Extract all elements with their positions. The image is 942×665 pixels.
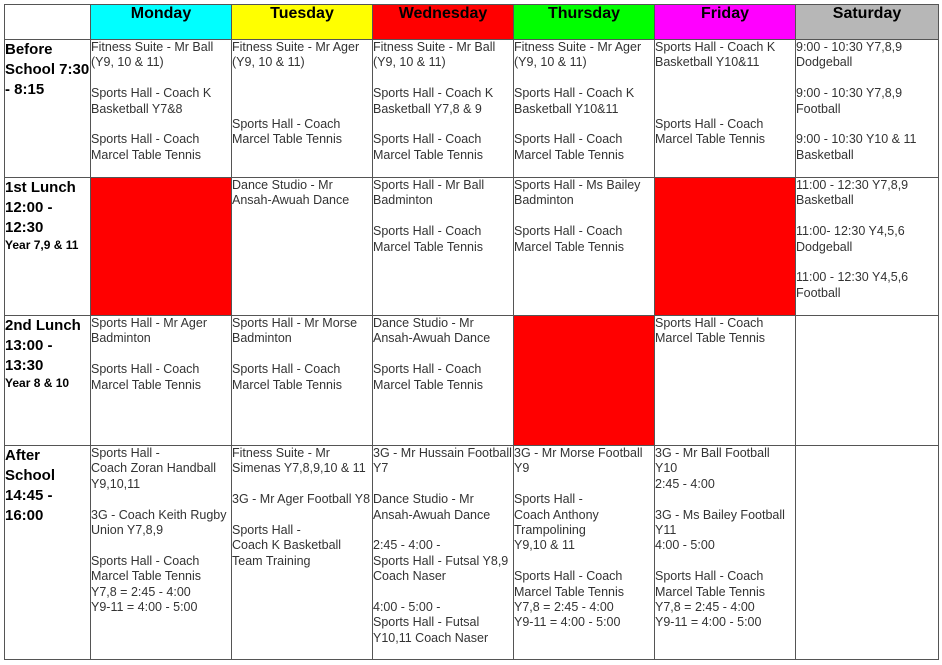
activity-entry: Dance Studio - Mr Ansah-Awuah Dance [373, 492, 491, 522]
period-row [5, 40, 939, 178]
activity-entry: 9:00 - 10:30 Y7,8,9 Football [796, 86, 903, 116]
activity-entry: 3G - Mr Hussain Football Y7 [373, 446, 512, 476]
activity-entry: 4:00 - 5:00 - Sports Hall - Futsal Y10,11 Coach Naser [373, 600, 489, 645]
activity-entry: 3G - Mr Ball Football Y10 2:45 - 4:00 [655, 446, 770, 491]
activity-entry: Sports Hall - Mr Ager Badminton [91, 316, 208, 346]
corner-cell [5, 5, 91, 40]
activity-cell-monday [91, 40, 232, 178]
activity-cell-thursday [514, 446, 655, 660]
period-label-cell [5, 316, 91, 446]
activity-entry: Sports Hall - Coach Marcel Table Tennis Y7,8 = 2:45 - 4:00 Y9-11 = 4:00 - 5:00 [91, 553, 202, 615]
period-row [5, 446, 939, 660]
activity-entry: 11:00 - 12:30 Y4,5,6 Football [796, 270, 909, 300]
activity-cell-monday [91, 446, 232, 660]
activity-entry: Sports Hall - Mr Morse Badminton [232, 316, 358, 346]
period-year-groups: Year 8 & 10 [5, 376, 70, 390]
day-header-friday: Friday [655, 5, 796, 40]
activity-cell-saturday [796, 178, 939, 316]
activity-entry: Sports Hall - Coach K Basketball Y7&8 [91, 86, 212, 116]
header-row [5, 5, 939, 40]
period-row [5, 316, 939, 446]
activity-entry: 3G - Coach Keith Rugby Union Y7,8,9 [91, 507, 227, 538]
activity-entry: Sports Hall - Mr Ball Badminton [373, 178, 485, 208]
activity-entry: Sports Hall - Ms Bailey Badminton [514, 178, 641, 208]
activity-entry: Fitness Suite - Mr Simenas Y7,8,9,10 & 11 [232, 446, 366, 476]
activity-cell-saturday [796, 40, 939, 178]
activity-cell-tuesday [232, 40, 373, 178]
activity-cell-thursday [514, 178, 655, 316]
activity-entry: 11:00- 12:30 Y4,5,6 Dodgeball [796, 224, 905, 254]
activity-cell-tuesday [232, 316, 373, 446]
day-header-saturday: Saturday [796, 5, 939, 40]
activity-cell-friday [655, 316, 796, 446]
no-activity-cell-thursday [514, 316, 655, 446]
period-label-cell [5, 178, 91, 316]
activity-entry: Sports Hall - Coach Marcel Table Tennis [373, 362, 484, 392]
period-name: After School 14:45 - 16:00 [5, 447, 56, 524]
activity-entry: Sports Hall - Coach Marcel Table Tennis [91, 132, 202, 162]
activity-cell-saturday [796, 316, 939, 446]
activity-entry: 3G - Mr Morse Football Y9 [514, 446, 643, 476]
period-row [5, 178, 939, 316]
activity-cell-monday [91, 316, 232, 446]
activity-entry: 2:45 - 4:00 - Sports Hall - Futsal Y8,9 Coach Naser [373, 538, 509, 584]
activity-entry: 9:00 - 10:30 Y10 & 11 Basketball [796, 132, 917, 162]
activity-entry [655, 86, 795, 101]
activity-entry: Dance Studio - Mr Ansah-Awuah Dance [373, 316, 491, 346]
activity-cell-tuesday [232, 178, 373, 316]
activity-entry: Fitness Suite - Mr Ager (Y9, 10 & 11) [232, 40, 360, 70]
activity-entry: Sports Hall - Coach Marcel Table Tennis [373, 224, 484, 254]
activity-entry: Sports Hall - Coach Marcel Table Tennis [514, 132, 625, 162]
timetable [4, 4, 939, 660]
activity-cell-friday [655, 40, 796, 178]
activity-entry: 9:00 - 10:30 Y7,8,9 Dodgeball [796, 40, 903, 70]
activity-entry: Sports Hall - Coach Marcel Table Tennis [232, 116, 343, 147]
activity-entry: Sports Hall - Coach Marcel Table Tennis [514, 224, 625, 254]
period-label-cell [5, 446, 91, 660]
activity-entry: Sports Hall - Coach Marcel Table Tennis [655, 116, 766, 147]
activity-entry: Sports Hall - Coach Marcel Table Tennis [655, 316, 766, 346]
activity-entry: Sports Hall - Coach K Basketball Y10&11 [655, 40, 776, 70]
activity-cell-wednesday [373, 446, 514, 660]
period-label-cell [5, 40, 91, 178]
no-activity-cell-friday [655, 178, 796, 316]
activity-entry: Fitness Suite - Mr Ager (Y9, 10 & 11) [514, 40, 642, 70]
activity-entry: Fitness Suite - Mr Ball (Y9, 10 & 11) [91, 40, 214, 70]
activity-entry: Sports Hall - Coach Anthony Trampolining Y9,10 & 11 [514, 492, 599, 553]
activity-entry: Sports Hall - Coach K Basketball Y7,8 & 9 [373, 86, 494, 116]
day-header-wednesday: Wednesday [373, 5, 514, 40]
period-year-groups: Year 7,9 & 11 [5, 238, 79, 252]
activity-entry: Fitness Suite - Mr Ball (Y9, 10 & 11) [373, 40, 496, 70]
activity-entry: Sports Hall - Coach Zoran Handball Y9,10,11 [91, 446, 217, 491]
activity-cell-wednesday [373, 40, 514, 178]
activity-entry: Sports Hall - Coach Marcel Table Tennis [91, 362, 202, 392]
activity-entry: Sports Hall - Coach Marcel Table Tennis [232, 362, 343, 392]
day-header-monday: Monday [91, 5, 232, 40]
period-name: Before School 7:30 - 8:15 [5, 41, 90, 98]
day-header-thursday: Thursday [514, 5, 655, 40]
activity-entry: 3G - Mr Ager Football Y8 [232, 492, 371, 507]
period-name: 2nd Lunch 13:00 - 13:30 [5, 317, 81, 374]
activity-cell-saturday [796, 446, 939, 660]
activity-entry: Dance Studio - Mr Ansah-Awuah Dance [232, 178, 350, 208]
activity-entry: Sports Hall - Coach Marcel Table Tennis Y7,8 = 2:45 - 4:00 Y9-11 = 4:00 - 5:00 [514, 569, 625, 630]
day-header-tuesday: Tuesday [232, 5, 373, 40]
activity-cell-friday [655, 446, 796, 660]
activity-entry: Sports Hall - Coach K Basketball Team Training [232, 523, 342, 568]
activity-cell-tuesday [232, 446, 373, 660]
activity-cell-thursday [514, 40, 655, 178]
activity-entry: 11:00 - 12:30 Y7,8,9 Basketball [796, 178, 909, 208]
activity-entry: Sports Hall - Coach K Basketball Y10&11 [514, 86, 635, 116]
activity-entry [232, 86, 372, 101]
activity-cell-wednesday [373, 178, 514, 316]
activity-cell-wednesday [373, 316, 514, 446]
activity-entry: Sports Hall - Coach Marcel Table Tennis Y7,8 = 2:45 - 4:00 Y9-11 = 4:00 - 5:00 [655, 569, 766, 630]
activity-entry: 3G - Ms Bailey Football Y11 4:00 - 5:00 [655, 507, 785, 553]
activity-entry: Sports Hall - Coach Marcel Table Tennis [373, 132, 484, 162]
period-name: 1st Lunch 12:00 - 12:30 [5, 179, 76, 236]
no-activity-cell-monday [91, 178, 232, 316]
